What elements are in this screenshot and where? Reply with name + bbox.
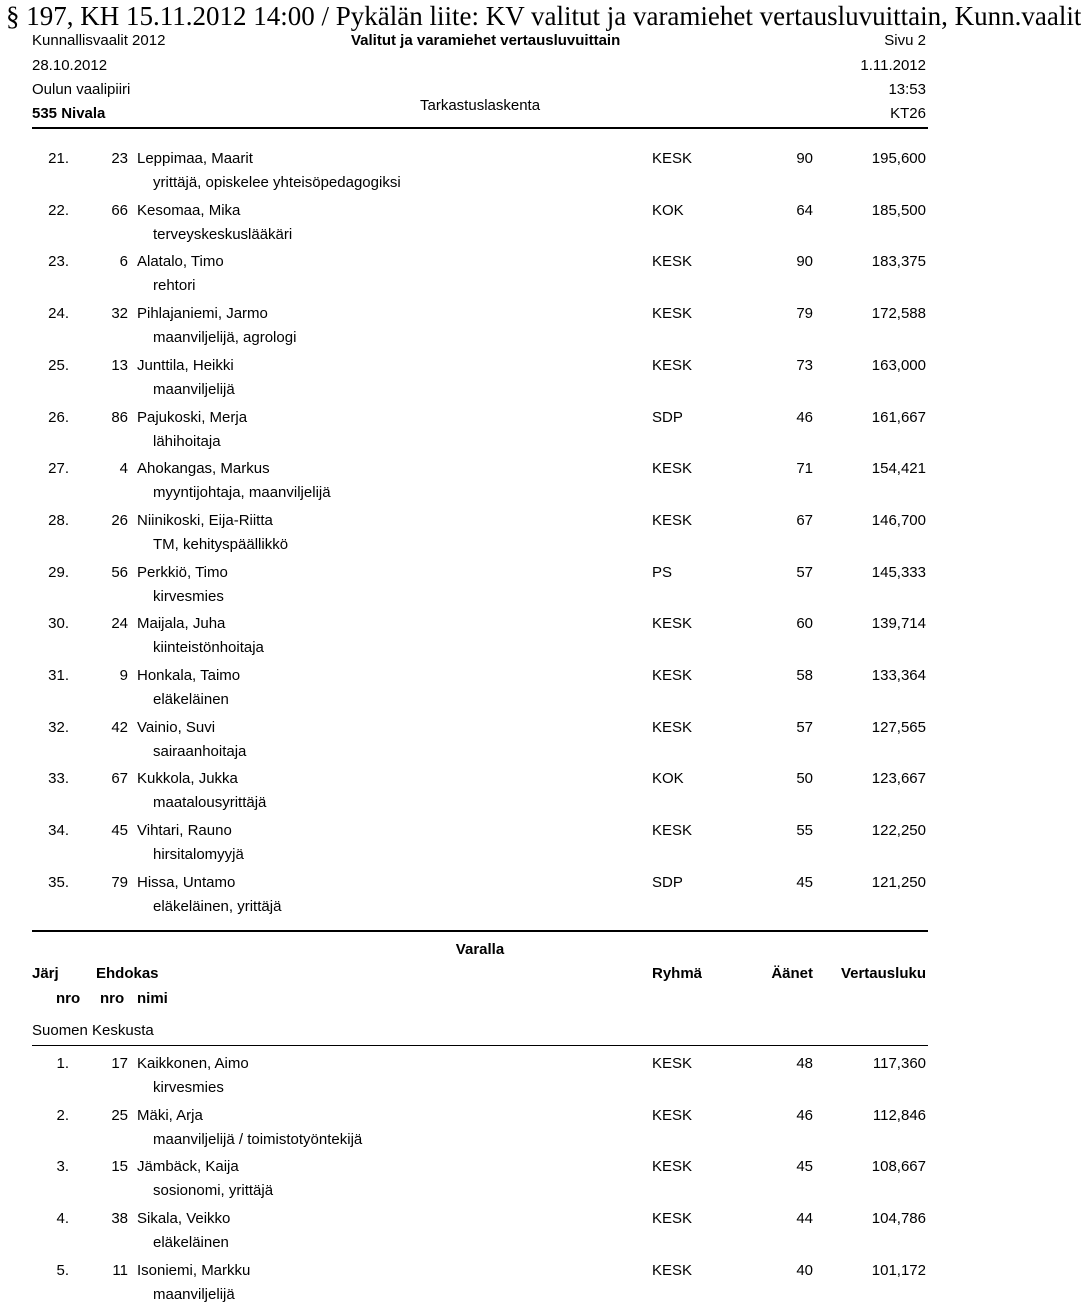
comparison-number: 139,714 — [871, 615, 926, 633]
vote-count: 90 — [796, 253, 813, 271]
municipality-name: 535 Nivala — [32, 105, 106, 122]
candidate-occupation: TM, kehityspäällikkö — [153, 535, 289, 553]
candidate-number: 32 — [111, 305, 128, 323]
candidate-occupation: rehtori — [153, 277, 196, 295]
document-banner — [0, 0, 1081, 36]
candidate-number: 38 — [111, 1210, 128, 1228]
candidate-occupation: kirvesmies — [153, 1079, 224, 1096]
comparison-number: 172,588 — [871, 305, 926, 323]
page-number: Sivu 2 — [884, 32, 926, 49]
comparison-number: 104,786 — [871, 1210, 926, 1228]
candidate-number: 6 — [119, 253, 128, 271]
party-code: KESK — [652, 1106, 693, 1124]
rank-number: 34. — [48, 822, 69, 840]
candidate-number: 86 — [111, 408, 128, 426]
comparison-number: 185,500 — [871, 201, 926, 219]
candidate-name: Vainio, Suvi — [137, 718, 216, 736]
candidate-row — [0, 874, 960, 922]
candidate-name: Ahokangas, Markus — [137, 460, 270, 478]
election-name: Kunnallisvaalit 2012 — [32, 32, 166, 49]
candidate-name: Jämbäck, Kaija — [137, 1158, 239, 1176]
party-code: SDP — [652, 408, 683, 426]
varalla-title: Varalla — [455, 941, 505, 958]
candidate-number: 56 — [111, 563, 128, 581]
party-code: KESK — [652, 150, 693, 167]
candidate-number: 17 — [111, 1055, 128, 1072]
candidate-occupation: lähihoitaja — [153, 432, 221, 450]
vote-count: 55 — [796, 822, 813, 840]
vote-count: 48 — [796, 1055, 813, 1072]
candidate-number: 67 — [111, 770, 128, 788]
group-divider — [32, 1045, 928, 1046]
comparison-number: 154,421 — [871, 460, 926, 478]
candidate-number: 24 — [111, 615, 128, 633]
vote-count: 57 — [796, 563, 813, 581]
candidate-name: Leppimaa, Maarit — [137, 150, 253, 167]
rank-number: 23. — [48, 253, 69, 271]
comparison-number: 122,250 — [871, 822, 926, 840]
candidate-occupation: sairaanhoitaja — [153, 742, 247, 760]
column-header-votes: Äänet — [771, 965, 813, 982]
candidate-row — [0, 305, 960, 353]
candidate-name: Hissa, Untamo — [137, 873, 236, 891]
candidate-number: 25 — [111, 1106, 128, 1124]
candidate-name: Alatalo, Timo — [137, 253, 224, 271]
party-code: KESK — [652, 511, 693, 529]
candidate-row — [0, 1210, 960, 1258]
candidate-name: Kesomaa, Mika — [137, 201, 241, 219]
report-title: Valitut ja varamiehet vertausluvuittain — [351, 32, 621, 49]
vote-count: 50 — [796, 770, 813, 788]
comparison-number: 145,333 — [871, 563, 926, 581]
comparison-number: 163,000 — [871, 356, 926, 374]
candidate-number: 23 — [111, 150, 128, 167]
party-code: KESK — [652, 1158, 693, 1176]
party-code: KESK — [652, 822, 693, 840]
vote-count: 79 — [796, 305, 813, 323]
candidate-row — [0, 150, 960, 198]
candidate-number: 66 — [111, 201, 128, 219]
comparison-number: 183,375 — [871, 253, 926, 271]
comparison-number: 108,667 — [871, 1158, 926, 1176]
candidate-number: 15 — [111, 1158, 128, 1176]
candidate-occupation: myyntijohtaja, maanviljelijä — [153, 484, 331, 502]
rank-number: 30. — [48, 615, 69, 633]
candidate-number: 26 — [111, 511, 128, 529]
party-code: KOK — [652, 201, 684, 219]
party-code: KESK — [652, 356, 693, 374]
candidate-row — [0, 409, 960, 457]
report-code: KT26 — [890, 105, 926, 122]
vote-count: 60 — [796, 615, 813, 633]
rank-number: 4. — [56, 1210, 69, 1228]
candidate-row — [0, 822, 960, 870]
candidate-name: Honkala, Taimo — [137, 667, 241, 684]
candidate-occupation: yrittäjä, opiskelee yhteisöpedagogiksi — [153, 174, 401, 191]
column-header-party: Ryhmä — [652, 965, 703, 982]
candidate-name: Niinikoski, Eija-Riitta — [137, 511, 273, 529]
candidate-number: 79 — [111, 873, 128, 891]
vote-count: 90 — [796, 150, 813, 167]
comparison-number: 133,364 — [871, 667, 926, 684]
candidate-name: Junttila, Heikki — [137, 356, 234, 374]
party-code: KESK — [652, 615, 693, 633]
candidate-occupation: maanviljelijä — [153, 1285, 235, 1303]
candidate-row — [0, 770, 960, 818]
candidate-occupation: eläkeläinen, yrittäjä — [153, 897, 282, 915]
candidate-row — [0, 357, 960, 405]
column-header-nro: nro — [56, 990, 81, 1007]
candidate-row — [0, 1262, 960, 1310]
candidate-name: Kukkola, Jukka — [137, 770, 238, 788]
candidate-number: 11 — [112, 1261, 128, 1279]
comparison-number: 112,846 — [872, 1106, 926, 1124]
party-code: KESK — [652, 718, 693, 736]
party-code: KESK — [652, 1261, 693, 1279]
vote-count: 71 — [796, 460, 813, 478]
column-header-candidate-nro: nro — [100, 990, 125, 1007]
candidate-occupation: eläkeläinen — [153, 691, 229, 708]
vote-count: 64 — [796, 201, 813, 219]
rank-number: 21. — [48, 150, 69, 167]
party-code: KESK — [652, 1055, 693, 1072]
vote-count: 57 — [796, 718, 813, 736]
candidate-number: 4 — [119, 460, 128, 478]
rank-number: 28. — [48, 511, 69, 529]
candidate-row — [0, 460, 960, 508]
candidate-name: Pajukoski, Merja — [137, 408, 248, 426]
rank-number: 26. — [48, 408, 69, 426]
print-date: 1.11.2012 — [860, 57, 926, 74]
comparison-number: 101,172 — [871, 1261, 926, 1279]
vote-count: 46 — [796, 408, 813, 426]
column-header-ratio: Vertausluku — [840, 965, 926, 982]
candidate-occupation: kiinteistönhoitaja — [153, 639, 264, 657]
candidate-name: Isoniemi, Markku — [137, 1261, 251, 1279]
party-code: KOK — [652, 770, 684, 788]
comparison-number: 127,565 — [871, 718, 926, 736]
candidate-row — [0, 1158, 960, 1206]
column-header-jarj: Järj — [32, 965, 59, 982]
candidate-row — [0, 253, 960, 301]
comparison-number: 146,700 — [871, 511, 926, 529]
candidate-name: Kaikkonen, Aimo — [137, 1055, 249, 1072]
comparison-number: 117,360 — [872, 1055, 926, 1072]
rank-number: 29. — [48, 563, 69, 581]
party-code: PS — [652, 563, 673, 581]
party-group-title: Suomen Keskusta — [32, 1022, 154, 1039]
candidate-number: 42 — [111, 718, 128, 736]
rank-number: 1. — [56, 1055, 69, 1072]
comparison-number: 121,250 — [871, 873, 926, 891]
candidate-name: Pihlajaniemi, Jarmo — [137, 305, 268, 323]
vote-count: 45 — [796, 1158, 813, 1176]
candidate-number: 45 — [111, 822, 128, 840]
candidate-occupation: terveyskeskuslääkäri — [153, 225, 293, 243]
vote-count: 58 — [796, 667, 813, 684]
vote-count: 40 — [796, 1261, 813, 1279]
candidate-row — [0, 202, 960, 250]
party-code: KESK — [652, 460, 693, 478]
vote-count: 73 — [796, 356, 813, 374]
rank-number: 5. — [56, 1261, 69, 1279]
candidate-row — [0, 564, 960, 612]
report-type: Tarkastuslaskenta — [420, 97, 541, 114]
candidate-occupation: eläkeläinen — [153, 1234, 229, 1252]
rank-number: 35. — [48, 873, 69, 891]
rank-number: 33. — [48, 770, 69, 788]
candidate-occupation: kirvesmies — [153, 587, 224, 605]
candidate-name: Maijala, Juha — [137, 615, 226, 633]
candidate-name: Vihtari, Rauno — [137, 822, 232, 840]
vote-count: 46 — [796, 1106, 813, 1124]
banner-text: § 197, KH 15.11.2012 14:00 / Pykälän liite: KV valitut ja varamiehet vertausluvuittain, Kunn.vaalit — [6, 1, 1081, 31]
varalla-divider — [32, 930, 928, 932]
rank-number: 27. — [48, 460, 69, 478]
candidate-row — [0, 719, 960, 767]
party-code: KESK — [652, 667, 693, 684]
rank-number: 32. — [48, 718, 69, 736]
column-header-candidate: Ehdokas — [96, 965, 159, 982]
comparison-number: 195,600 — [871, 150, 926, 167]
comparison-number: 123,667 — [871, 770, 926, 788]
rank-number: 22. — [48, 201, 69, 219]
header-divider — [32, 127, 928, 129]
party-code: KESK — [652, 1210, 693, 1228]
candidate-number: 13 — [111, 356, 128, 374]
candidate-occupation: maanviljelijä — [153, 380, 235, 398]
candidate-row — [0, 667, 960, 715]
candidate-row — [0, 512, 960, 560]
party-code: SDP — [652, 873, 683, 891]
candidate-row — [0, 1055, 960, 1103]
candidate-occupation: maatalousyrittäjä — [153, 794, 267, 812]
district-name: Oulun vaalipiiri — [32, 81, 131, 98]
report-date: 28.10.2012 — [32, 57, 108, 74]
candidate-row — [0, 1107, 960, 1155]
rank-number: 25. — [48, 356, 69, 374]
candidate-row — [0, 615, 960, 663]
vote-count: 67 — [796, 511, 813, 529]
vote-count: 44 — [796, 1210, 813, 1228]
candidate-occupation: sosionomi, yrittäjä — [153, 1182, 274, 1200]
candidate-name: Sikala, Veikko — [137, 1210, 231, 1228]
party-code: KESK — [652, 253, 693, 271]
rank-number: 24. — [48, 305, 69, 323]
rank-number: 31. — [48, 667, 69, 684]
candidate-name: Mäki, Arja — [137, 1106, 203, 1124]
candidate-name: Perkkiö, Timo — [137, 563, 228, 581]
print-time: 13:53 — [888, 81, 926, 98]
comparison-number: 161,667 — [871, 408, 926, 426]
rank-number: 2. — [56, 1106, 69, 1124]
candidate-occupation: maanviljelijä / toimistotyöntekijä — [153, 1130, 363, 1148]
column-header-name: nimi — [137, 990, 168, 1007]
candidate-number: 9 — [119, 667, 128, 684]
rank-number: 3. — [56, 1158, 69, 1176]
party-code: KESK — [652, 305, 693, 323]
vote-count: 45 — [796, 873, 813, 891]
candidate-occupation: maanviljelijä, agrologi — [153, 329, 297, 347]
candidate-occupation: hirsitalomyyjä — [153, 846, 244, 864]
